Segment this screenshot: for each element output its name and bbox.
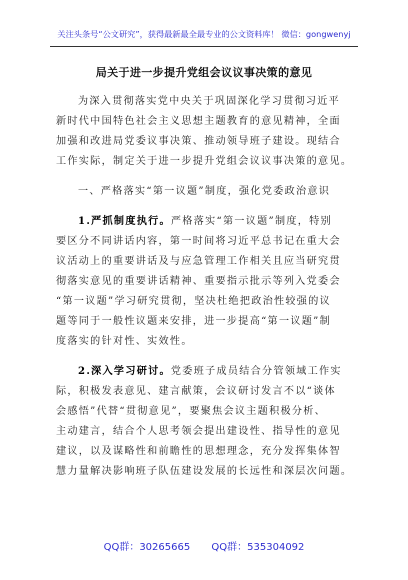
footer-qq-group-2: QQ群：535304092 xyxy=(211,542,305,553)
header-divider xyxy=(50,46,358,47)
intro-line: 加强和改进局党委议事决策、推动领导班子建设。现结合 xyxy=(56,136,341,147)
section-heading: 一、严格落实“第一议题”制度，强化党委政治意识 xyxy=(78,186,331,197)
item2-line: 际，积极发表意见、建言献策，会议研讨发言不以“谈体 xyxy=(56,386,336,397)
item1-line: 要区分不同讲话内容，第一时间将习近平总书记在重大会 xyxy=(56,236,341,247)
item2-line: 慧力量解决影响班子队伍建设发展的长远性和深层次问题。 xyxy=(56,466,352,477)
item1-first-line xyxy=(56,212,352,232)
document-title: 局关于进一步提升党组会议议事决策的意见 xyxy=(95,66,313,79)
item2-line: 主动建言，结合个人思考领会提出建设性、指导性的意见 xyxy=(56,426,341,437)
intro-line: 为深入贯彻落实党中央关于巩固深化学习贯彻习近平 xyxy=(78,96,341,107)
item1-line: 度落实的针对性、实效性。 xyxy=(56,336,193,347)
item1-first-line-text: 严格落实“第一议题”制度，特别 xyxy=(170,216,332,227)
footer-qq-group-1: QQ群：30265665 xyxy=(103,542,191,553)
header-banner: 关注头条号“公文研究”，获得最新最全最专业的公文资料库！ 微信：gongwenyj xyxy=(57,29,351,39)
item2-first-line xyxy=(56,362,352,382)
item2-line: 会感悟”代替“贯彻意见”，要聚焦会议主题积极分析、 xyxy=(56,406,327,417)
item2-line: 建议，以及谋略性和前瞻性的思想理念，充分发挥集体智 xyxy=(56,446,341,457)
footer-contacts xyxy=(0,538,408,553)
intro-line: 新时代中国特色社会主义思想主题教育的意见精神，全面 xyxy=(56,116,341,127)
item1-lead: 1.严抓制度执行。 xyxy=(78,216,171,227)
item2-first-line-text: 党委班子成员结合分管领域工作实 xyxy=(170,366,342,377)
item1-line: “第一议题”学习研究贯彻，坚决杜绝把政治性较强的议 xyxy=(56,296,331,307)
item1-line: 议活动上的重要讲话及与应急管理工作相关且应当研究贯 xyxy=(56,256,341,267)
item1-line: 彻落实意见的重要讲话精神、重要指示批示等列入党委会 xyxy=(56,276,341,287)
document-body xyxy=(56,92,352,482)
intro-line: 工作实际，制定关于进一步提升党组会议议事决策的意见。 xyxy=(56,156,352,167)
item1-line: 题等同于一般性议题来安排，进一步提高“第一议题”制 xyxy=(56,316,331,327)
item2-lead: 2.深入学习研讨。 xyxy=(78,366,171,377)
